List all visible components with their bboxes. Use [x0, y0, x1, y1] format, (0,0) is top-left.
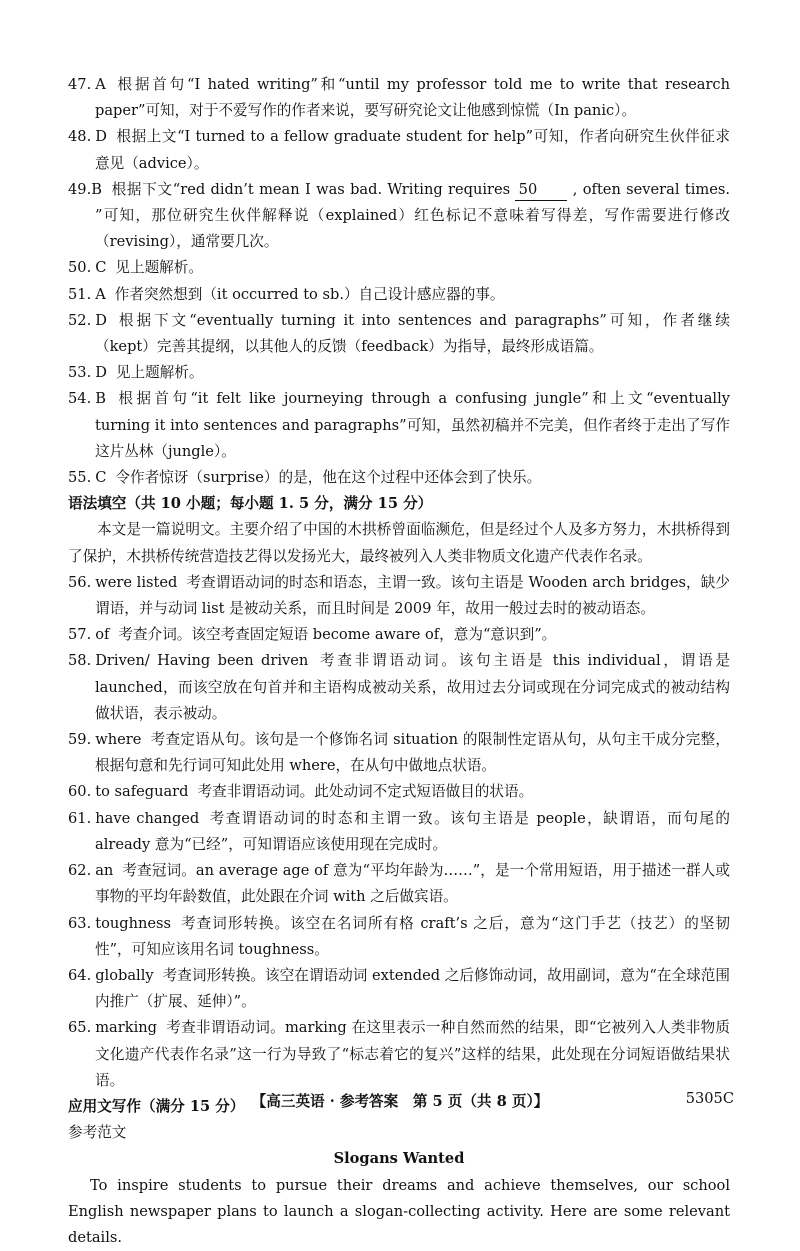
- grammar-answer-item: [68, 963, 730, 1015]
- item-answer: marking: [95, 1019, 157, 1037]
- item-number: 64.: [68, 966, 92, 984]
- item-answer: D: [95, 311, 107, 329]
- item-explanation: 考查词形转换。该空在名词所有格 craft’s 之后，意为“这门手艺（技艺）的坚韧性”，可知应该用名词 toughness。: [95, 914, 730, 958]
- item-answer: an: [95, 862, 114, 880]
- item-number: 58.: [68, 652, 92, 670]
- item-explanation: 考查冠词。an average age of 意为“平均年龄为……”，是一个常用短语，用于描述一群人或事物的平均年龄数值，此处跟在介词 with 之后做宾语。: [95, 862, 730, 906]
- item-answer: C: [95, 469, 107, 487]
- item-explanation: 根据下文“eventually turning it into sentences and paragraphs”可知，作者继续（kept）完善其提纲，以其他人的反馈（feedback）为指导，最终形成语篇。: [95, 311, 730, 356]
- item-explanation: 见上题解析。: [115, 259, 203, 277]
- item-answer: C: [95, 259, 107, 277]
- blank-underline: 50: [515, 180, 567, 201]
- item-explanation: 考查非谓语动词。marking 在这里表示一种自然而然的结果，即“它被列入人类非物质文化遗产代表作名录”这一行为导致了“标志着它的复兴”这样的结果，此处现在分词短语做结果状语。: [95, 1019, 730, 1089]
- grammar-answer-item: [68, 1015, 730, 1094]
- item-explanation: 作者突然想到（it occurred to sb.）自己设计感应器的事。: [114, 285, 505, 303]
- answer-item: [68, 72, 730, 124]
- item-answer: globally: [95, 966, 154, 984]
- item-explanation: 令作者惊讶（surprise）的是，他在这个过程中还体会到了快乐。: [115, 469, 542, 487]
- item-explanation: 根据首句“I hated writing”和“until my professor told me to write that research paper”可知，对于不爱写作的作者来说，要写研究论文让他感到惊慌（In panic）。: [95, 76, 730, 120]
- grammar-answer-item: [68, 622, 730, 648]
- item-number: 50.: [68, 259, 92, 277]
- answer-list-grammar: [68, 570, 730, 1094]
- item-answer: to safeguard: [95, 783, 189, 801]
- item-number: 61.: [68, 809, 92, 827]
- item-explanation: 见上题解析。: [115, 364, 204, 382]
- essay-title: Slogans Wanted: [333, 1150, 465, 1168]
- item-explanation: 考查非谓语动词。该句主语是 this individual，谓语是 launched，而该空放在句首并和主语构成被动关系，故用过去分词或现在分词完成式的被动结构做状语，表示被动。: [95, 652, 730, 722]
- answer-item: [68, 386, 730, 465]
- item-answer: A: [95, 285, 106, 303]
- item-answer: of: [95, 626, 110, 644]
- item-number: 52.: [68, 311, 92, 329]
- item-answer: where: [95, 731, 142, 749]
- section-heading-writing: 应用文写作（满分 15 分）: [68, 1097, 245, 1115]
- item-answer: B: [95, 390, 106, 408]
- item-answer: D: [95, 364, 107, 382]
- item-explanation: 考查谓语动词的时态和语态，主谓一致。该句主语是 Wooden arch bridges，缺少谓语，并与动词 list 是被动关系，而且时间是 2009 年，故用一般过去时的被动语态。: [95, 573, 730, 618]
- grammar-answer-item: [68, 648, 730, 727]
- grammar-answer-item: [68, 570, 730, 622]
- item-explanation: 考查词形转换。该空在谓语动词 extended 之后修饰动词，故用副词，意为“在全球范围内推广（扩展、延伸）”。: [95, 966, 730, 1011]
- item-explanation: 考查非谓语动词。此处动词不定式短语做目的状语。: [197, 783, 534, 801]
- answer-item: [68, 255, 730, 281]
- answer-item: [68, 124, 730, 176]
- page-footer: 【高三英语 · 参考答案 第 5 页（共 8 页）】: [251, 1093, 549, 1110]
- item-number: 48.: [68, 128, 92, 146]
- item-answer: toughness: [95, 914, 172, 932]
- item-explanation: 考查介词。该空考查固定短语 become aware of，意为“意识到”。: [118, 626, 557, 644]
- item-answer: were listed: [95, 573, 178, 591]
- answer-list-reading-b: [68, 255, 730, 491]
- paper-code: 5305C: [685, 1090, 734, 1107]
- grammar-answer-item: [68, 911, 730, 963]
- answer-item: [68, 360, 730, 386]
- item-answer: A: [95, 76, 106, 93]
- answer-list-reading-a: [68, 72, 730, 177]
- grammar-answer-item: [68, 858, 730, 910]
- item-explanation: 考查谓语动词的时态和主谓一致。该句主语是 people，缺谓语，而句尾的 already 意为“已经”，可知谓语应该使用现在完成时。: [95, 809, 730, 853]
- item-number: 63.: [68, 914, 92, 932]
- item-number: 55.: [68, 469, 92, 487]
- item-answer: D: [95, 128, 107, 146]
- item-number: 47.: [68, 76, 92, 93]
- item-number: 53.: [68, 364, 92, 382]
- grammar-answer-item: [68, 806, 730, 858]
- answer-item: [68, 465, 730, 491]
- item-explanation: 考查定语从句。该句是一个修饰名词 situation 的限制性定语从句，从句主干成分完整，根据句意和先行词可知此处用 where，在从句中做地点状语。: [95, 731, 730, 775]
- item-number: 51.: [68, 285, 92, 303]
- item-number: 65.: [68, 1019, 92, 1037]
- section-subheading-sample: 参考范文: [68, 1124, 127, 1142]
- item-explanation: 根据上文“I turned to a fellow graduate student for help”可知，作者向研究生伙伴征求意见（advice）。: [95, 128, 730, 172]
- item-answer: Driven/ Having been driven: [95, 652, 309, 670]
- item-number: 57.: [68, 626, 92, 644]
- item-number: 54.: [68, 390, 92, 408]
- item-number: 60.: [68, 783, 92, 801]
- grammar-answer-item: [68, 779, 730, 805]
- item-answer: have changed: [95, 809, 200, 827]
- grammar-answer-item: [68, 727, 730, 779]
- answer-item: [68, 308, 730, 360]
- item-number: 56.: [68, 573, 92, 591]
- answer-page: [68, 72, 730, 1251]
- grammar-intro: 本文是一篇说明文。主要介绍了中国的木拱桥曾面临濒危，但是经过个人及多方努力，木拱桥得到了保护，木拱桥传统营造技艺得以发扬光大，最终被列入人类非物质文化遗产代表作名录。: [68, 521, 730, 565]
- answer-item: [68, 282, 730, 308]
- item-number: 62.: [68, 862, 92, 880]
- item-number: 59.: [68, 731, 92, 749]
- section-heading-grammar: 语法填空（共 10 小题；每小题 1. 5 分，满分 15 分）: [68, 495, 433, 513]
- item-explanation: 根据首句“it felt like journeying through a confusing jungle”和上文“eventually turning it into sentences and paragraphs”可知，虽然初稿并不完美，但作者终于走出了写作这片丛林（jungle）。: [95, 390, 730, 460]
- answer-item-49: 49.B 根据下文“red didn’t mean I was bad. Writing requires 50 , often several times. ”可知，那位研究生伙伴解释说（explained）红色标记不意味着写得差，写作需要进行修改（revising），通常要几次。: [68, 180, 730, 251]
- essay-body: To inspire students to pursue their dreams and achieve themselves, our school English newspaper plans to launch a slogan-collecting activity. Here are some relevant details.: [68, 1176, 730, 1246]
